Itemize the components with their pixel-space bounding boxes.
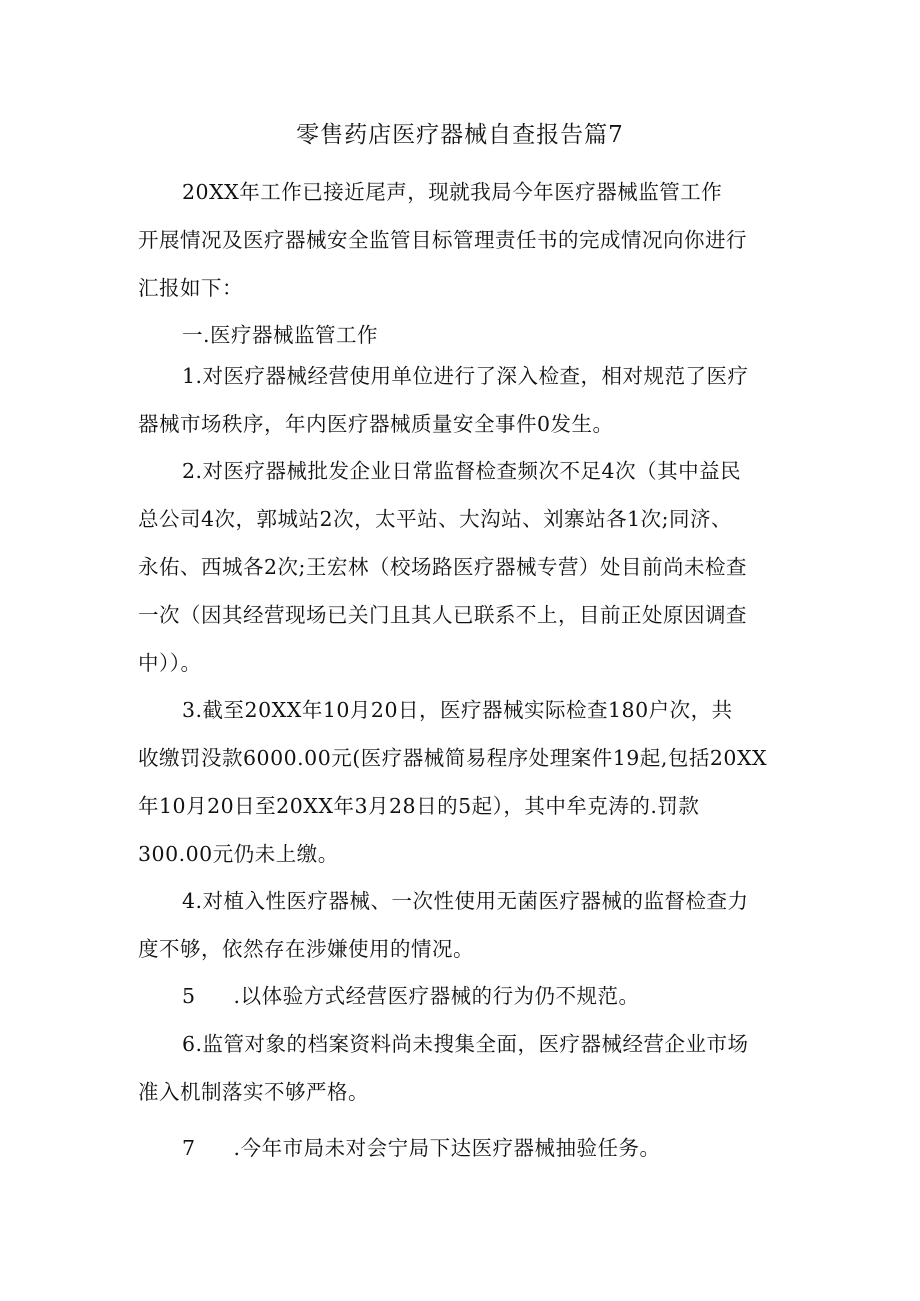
item-line: 3.截至20XX年10月20日，医疗器械实际检查180户次，共 — [182, 698, 733, 722]
item-line — [138, 1124, 788, 1172]
item-5-paragraph — [138, 972, 788, 1020]
item-line: 1.对医疗器械经营使用单位进行了深入检查，相对规范了医疗 — [182, 364, 749, 388]
item-line: 度不够，依然存在涉嫌使用的情况。 — [138, 937, 474, 961]
item-line: 2.对医疗器械批发企业日常监督检查频次不足4次（其中益民 — [182, 459, 742, 483]
item-line — [138, 972, 788, 1020]
item-number: 7 — [182, 1136, 196, 1160]
item-2-paragraph — [138, 447, 788, 687]
item-line: 总公司4次，郭城站2次，太平站、大沟站、刘寨站各1次;同济、 — [138, 507, 733, 531]
item-line: 300.00元仍未上缴。 — [138, 842, 339, 866]
item-line: 中））。 — [138, 651, 202, 675]
intro-line: 汇报如下： — [138, 276, 243, 300]
item-text: .以体验方式经营医疗器械的行为仍不规范。 — [233, 984, 640, 1008]
intro-line: 20XX年工作已接近尾声，现就我局今年医疗器械监管工作 — [182, 180, 723, 204]
item-4-paragraph — [138, 877, 788, 973]
item-line: 6.监管对象的档案资料尚未搜集全面，医疗器械经营企业市场 — [182, 1032, 749, 1056]
item-7-paragraph — [138, 1124, 788, 1172]
intro-line: 开展情况及医疗器械安全监管目标管理责任书的完成情况向你进行 — [138, 228, 747, 252]
document-title: 零售药店医疗器械自查报告篇7 — [296, 122, 624, 148]
item-line: 年10月20日至20XX年3月28日的5起），其中牟克涛的.罚款 — [138, 794, 700, 818]
item-line: 收缴罚没款6000.00元(医疗器械简易程序处理案件19起,包括20XX — [138, 746, 768, 770]
item-text: .今年市局未对会宁局下达医疗器械抽验任务。 — [233, 1136, 661, 1160]
item-line: 一次（因其经营现场已关门且其人已联系不上，目前正处原因调查 — [138, 603, 747, 627]
item-line: 永佑、西城各2次;王宏林（校场路医疗器械专营）处目前尚未检查 — [138, 555, 747, 579]
section-heading: 一.医疗器械监管工作 — [182, 323, 379, 347]
intro-paragraph — [138, 168, 788, 312]
item-line: 4.对植入性医疗器械、一次性使用无菌医疗器械的监督检查力 — [182, 889, 749, 913]
item-line: 准入机制落实不够严格。 — [138, 1080, 369, 1104]
item-line: 器械市场秩序，年内医疗器械质量安全事件0发生。 — [138, 412, 614, 436]
item-3-paragraph — [138, 686, 788, 878]
item-1-paragraph — [138, 352, 788, 448]
item-6-paragraph — [138, 1020, 788, 1116]
item-number: 5 — [182, 984, 196, 1008]
